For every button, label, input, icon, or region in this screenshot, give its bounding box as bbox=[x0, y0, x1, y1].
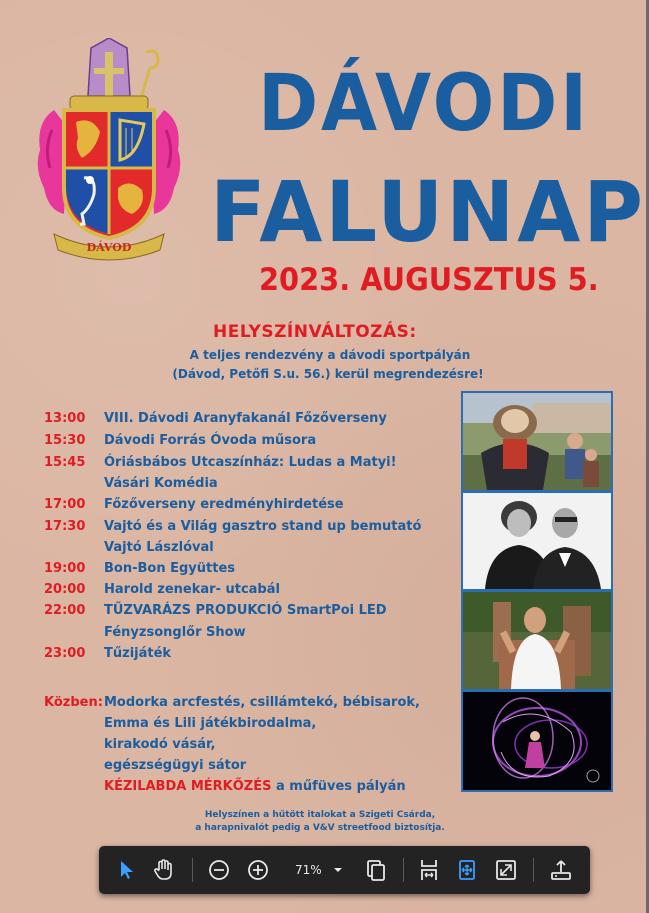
schedule-event: Harold zenekar- utcabál bbox=[104, 582, 280, 597]
comedians-photo bbox=[461, 491, 613, 591]
page-view-button[interactable] bbox=[362, 856, 390, 884]
meanwhile-item: egészségügyi sátor bbox=[104, 758, 247, 773]
schedule-event: Vásári Komédia bbox=[104, 476, 218, 491]
title-line-2: FALUNAP bbox=[210, 163, 646, 261]
toolbar-divider bbox=[533, 858, 534, 882]
page-view-icon bbox=[364, 858, 388, 882]
pointer-tool-button[interactable] bbox=[113, 856, 141, 884]
hand-tool-button[interactable] bbox=[150, 856, 178, 884]
meanwhile-item: kirakodó vásár, bbox=[104, 737, 216, 752]
schedule-time: 22:00 bbox=[44, 603, 86, 618]
venue-change-title: HELYSZÍNVÁLTOZÁS: bbox=[213, 322, 417, 342]
toolbar-divider bbox=[403, 858, 404, 882]
zoom-in-button[interactable] bbox=[244, 856, 272, 884]
fit-page-button[interactable] bbox=[453, 856, 481, 884]
meanwhile-item: Emma és Lili játékbirodalma, bbox=[104, 716, 317, 731]
schedule-time: 13:00 bbox=[44, 411, 86, 426]
fullscreen-button[interactable] bbox=[492, 856, 520, 884]
schedule-time: 17:30 bbox=[44, 519, 86, 534]
schedule-time: 15:30 bbox=[44, 433, 86, 448]
zoom-dropdown-icon bbox=[333, 866, 343, 874]
export-icon bbox=[549, 858, 573, 882]
handball-line bbox=[104, 779, 406, 794]
zoom-level-value: 71% bbox=[295, 863, 322, 877]
fire-show-photo bbox=[461, 690, 613, 792]
schedule-event: Vajtó és a Világ gasztro stand up bemutató bbox=[104, 519, 422, 534]
zoom-out-button[interactable] bbox=[205, 856, 233, 884]
schedule-time: 17:00 bbox=[44, 497, 86, 512]
hand-icon bbox=[152, 858, 176, 882]
zoom-level-dropdown[interactable] bbox=[285, 857, 353, 883]
fit-page-icon bbox=[455, 858, 479, 882]
venue-line-1: A teljes rendezvény a dávodi sportpályán bbox=[189, 348, 471, 362]
schedule-event: Fényzsonglőr Show bbox=[104, 625, 246, 640]
schedule-event: Tűzijáték bbox=[104, 646, 172, 661]
venue-line-2: (Dávod, Petőfi S.u. 56.) kerül megrendezésre! bbox=[172, 367, 484, 381]
meanwhile-item: Modorka arcfestés, csillámtekó, bébisarok, bbox=[104, 695, 420, 710]
event-date: 2023. AUGUSZTUS 5. bbox=[259, 262, 599, 298]
pointer-icon bbox=[117, 859, 137, 881]
davod-coat-of-arms bbox=[34, 38, 184, 264]
export-button[interactable] bbox=[547, 856, 575, 884]
fit-width-icon bbox=[417, 858, 441, 882]
title-line-1: DÁVODI bbox=[258, 59, 590, 149]
schedule-event: Vajtó Lászlóval bbox=[104, 540, 214, 555]
footer-line-2: a harapnivalót pedig a V&V streetfood biztosítja. bbox=[195, 823, 445, 833]
schedule-time: 20:00 bbox=[44, 582, 86, 597]
viewer-toolbar bbox=[99, 846, 590, 894]
fullscreen-icon bbox=[494, 858, 518, 882]
fit-width-button[interactable] bbox=[415, 856, 443, 884]
handball-rest: a műfüves pályán bbox=[271, 779, 406, 794]
toolbar-divider bbox=[192, 858, 193, 882]
schedule-time: 23:00 bbox=[44, 646, 86, 661]
zoom-in-icon bbox=[246, 858, 270, 882]
schedule-event: TŰZVARÁZS PRODUKCIÓ SmartPoi LED bbox=[104, 603, 387, 618]
crest-label: DÁVOD bbox=[86, 241, 132, 254]
footer-line-1: Helyszínen a hűtött italokat a Szigeti Csárda, bbox=[204, 810, 436, 820]
schedule-event: Bon-Bon Együttes bbox=[104, 561, 236, 576]
meanwhile-label: Közben: bbox=[44, 695, 103, 710]
chef-photo bbox=[461, 590, 613, 691]
handball-highlight: KÉZILABDA MÉRKŐZÉS bbox=[104, 779, 272, 794]
schedule-event: VIII. Dávodi Aranyfakanál Főzőverseny bbox=[104, 411, 387, 426]
schedule-time: 15:45 bbox=[44, 455, 86, 470]
schedule-event: Főzőverseny eredményhirdetése bbox=[104, 497, 344, 512]
schedule-time: 19:00 bbox=[44, 561, 86, 576]
schedule-event: Óriásbábos Utcaszínház: Ludas a Matyi! bbox=[104, 455, 397, 470]
schedule-event: Dávodi Forrás Óvoda műsora bbox=[104, 433, 317, 448]
zoom-out-icon bbox=[207, 858, 231, 882]
puppet-theatre-photo bbox=[461, 391, 613, 492]
